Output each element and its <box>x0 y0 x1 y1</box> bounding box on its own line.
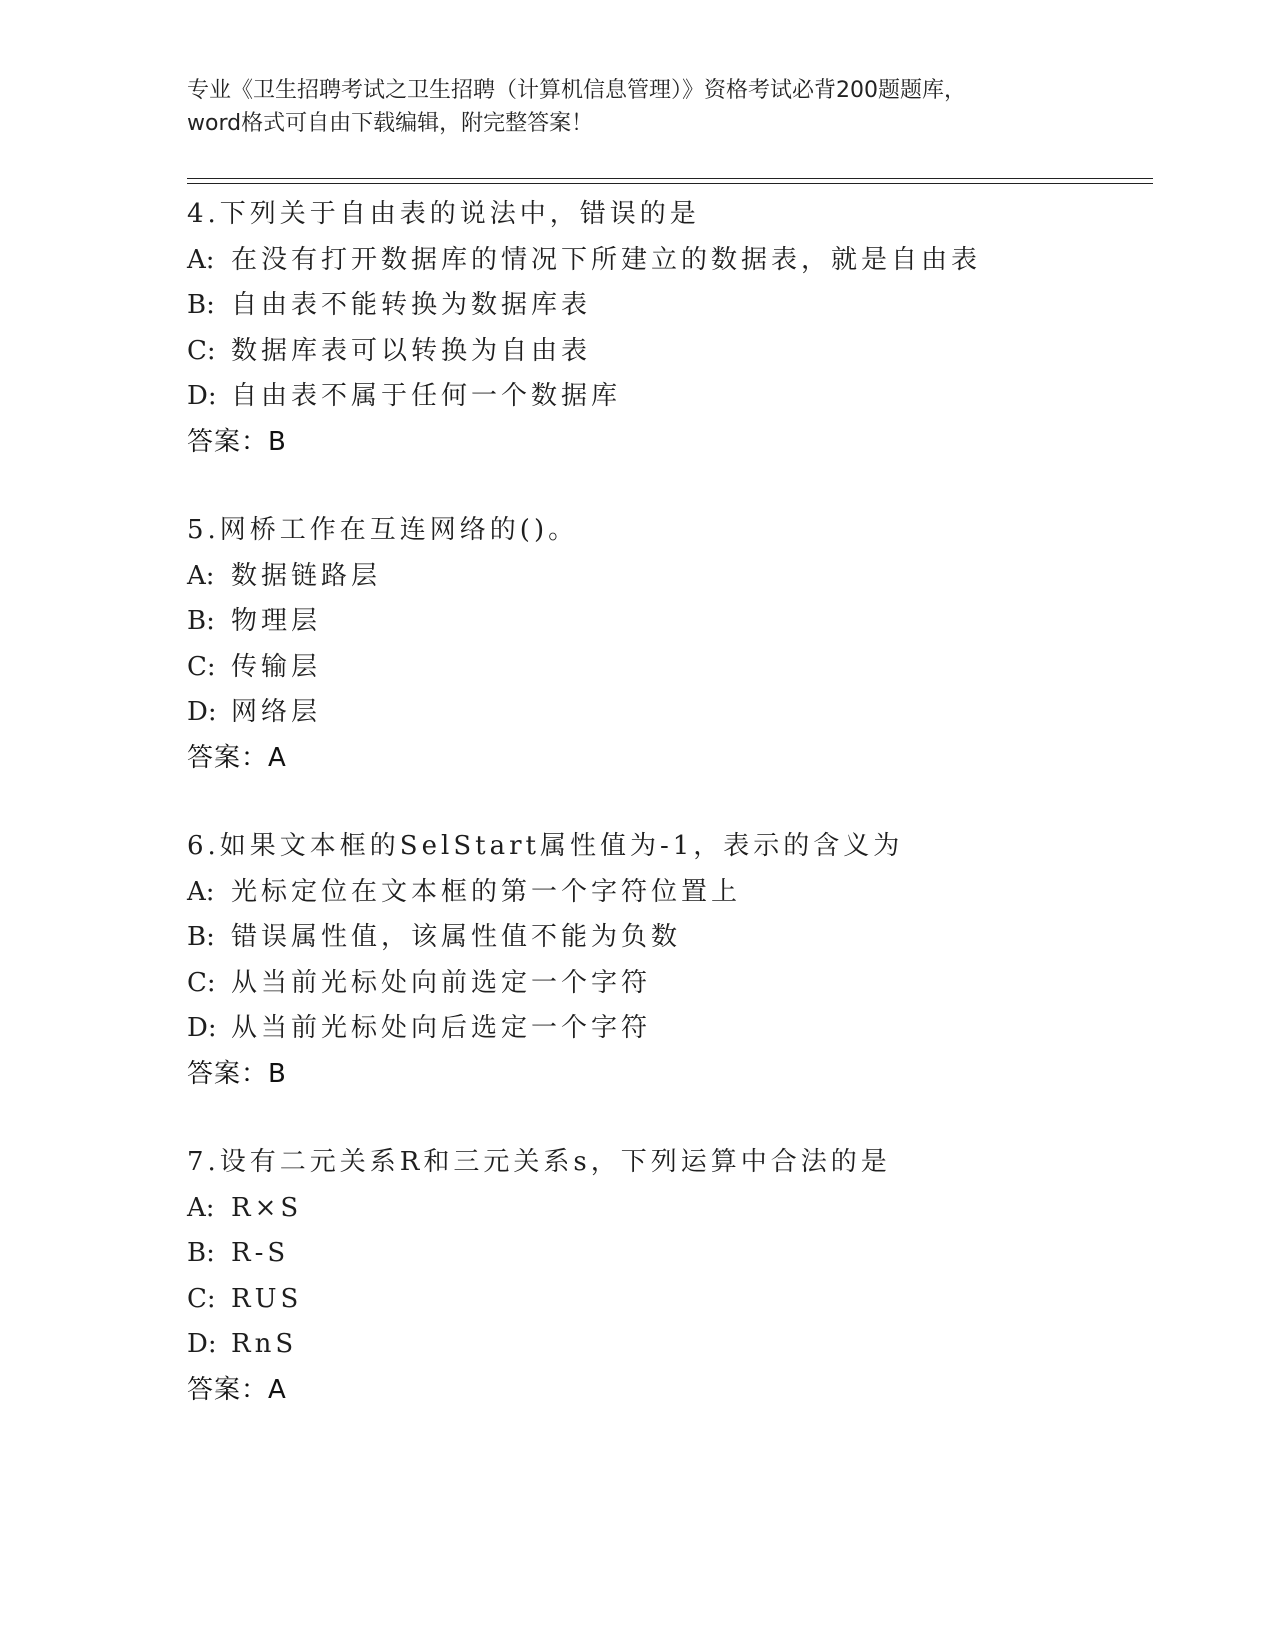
option-text: 从当前光标处向前选定一个字符 <box>231 967 652 998</box>
question-stem: 4.下列关于自由表的说法中，错误的是 <box>187 199 700 229</box>
option-text: 光标定位在文本框的第一个字符位置上 <box>231 876 742 907</box>
header-line-2: word格式可自由下载编辑，附完整答案！ <box>187 111 594 136</box>
option-d <box>187 1006 1147 1052</box>
option-key: B: <box>187 606 215 636</box>
option-b <box>187 283 1147 329</box>
option-text: 数据库表可以转换为自由表 <box>231 335 592 366</box>
question-stem: 7.设有二元关系R和三元关系s，下列运算中合法的是 <box>187 1147 891 1177</box>
option-a <box>187 1186 1147 1232</box>
option-c <box>187 645 1147 691</box>
answer-label: 答案： <box>187 1058 269 1089</box>
option-d <box>187 374 1147 420</box>
question-stem: 5.网桥工作在互连网络的()。 <box>187 515 579 545</box>
answer-value: B <box>268 1058 286 1089</box>
option-key: C: <box>187 1283 216 1314</box>
answer-label: 答案： <box>187 1374 269 1405</box>
answer-line <box>187 1368 1147 1414</box>
answer-line <box>187 1052 1147 1098</box>
option-text: 传输层 <box>231 651 322 682</box>
option-key: A: <box>187 244 215 275</box>
option-text: 自由表不属于任何一个数据库 <box>231 381 622 411</box>
option-b <box>187 599 1147 645</box>
option-text: 从当前光标处向后选定一个字符 <box>231 1013 652 1043</box>
question-item <box>187 1140 1147 1413</box>
option-text: R×S <box>231 1192 303 1223</box>
question-item <box>187 192 1147 465</box>
question-item <box>187 824 1147 1097</box>
option-key: A: <box>187 560 215 591</box>
option-a <box>187 870 1147 916</box>
answer-value: A <box>268 1374 286 1405</box>
option-d <box>187 1322 1147 1368</box>
answer-line <box>187 420 1147 466</box>
option-key: D: <box>187 1013 217 1043</box>
option-a <box>187 238 1147 284</box>
option-text: 自由表不能转换为数据库表 <box>231 290 592 320</box>
option-text: 网络层 <box>231 697 322 727</box>
option-key: D: <box>187 697 217 727</box>
option-c <box>187 329 1147 375</box>
question-stem: 6.如果文本框的SelStart属性值为-1，表示的含义为 <box>187 831 904 861</box>
option-key: A: <box>187 876 215 907</box>
header-line-1: 专业《卫生招聘考试之卫生招聘（计算机信息管理）》资格考试必背200题题库， <box>187 78 966 103</box>
option-key: D: <box>187 381 217 411</box>
option-d <box>187 690 1147 736</box>
option-text: 错误属性值，该属性值不能为负数 <box>231 922 682 952</box>
answer-label: 答案： <box>187 742 269 773</box>
option-c <box>187 1277 1147 1323</box>
question-item <box>187 508 1147 781</box>
option-text: 在没有打开数据库的情况下所建立的数据表，就是自由表 <box>231 244 982 275</box>
option-key: C: <box>187 651 216 682</box>
option-text: R-S <box>231 1238 290 1268</box>
option-text: RUS <box>231 1283 303 1314</box>
header-divider-top <box>187 178 1153 179</box>
question-list <box>187 192 1147 1456</box>
answer-line <box>187 736 1147 782</box>
answer-label: 答案： <box>187 426 269 457</box>
option-key: B: <box>187 1238 215 1268</box>
option-key: D: <box>187 1329 217 1359</box>
option-a <box>187 554 1147 600</box>
answer-value: B <box>268 426 286 457</box>
option-key: A: <box>187 1192 215 1223</box>
option-c <box>187 961 1147 1007</box>
document-header <box>187 74 1087 140</box>
header-divider-bottom <box>187 183 1153 184</box>
option-key: C: <box>187 967 216 998</box>
option-key: B: <box>187 290 215 320</box>
answer-value: A <box>268 742 286 773</box>
option-key: B: <box>187 922 215 952</box>
option-b <box>187 915 1147 961</box>
option-b <box>187 1231 1147 1277</box>
option-key: C: <box>187 335 216 366</box>
option-text: 物理层 <box>231 606 322 636</box>
option-text: RnS <box>231 1329 298 1359</box>
option-text: 数据链路层 <box>231 560 382 591</box>
